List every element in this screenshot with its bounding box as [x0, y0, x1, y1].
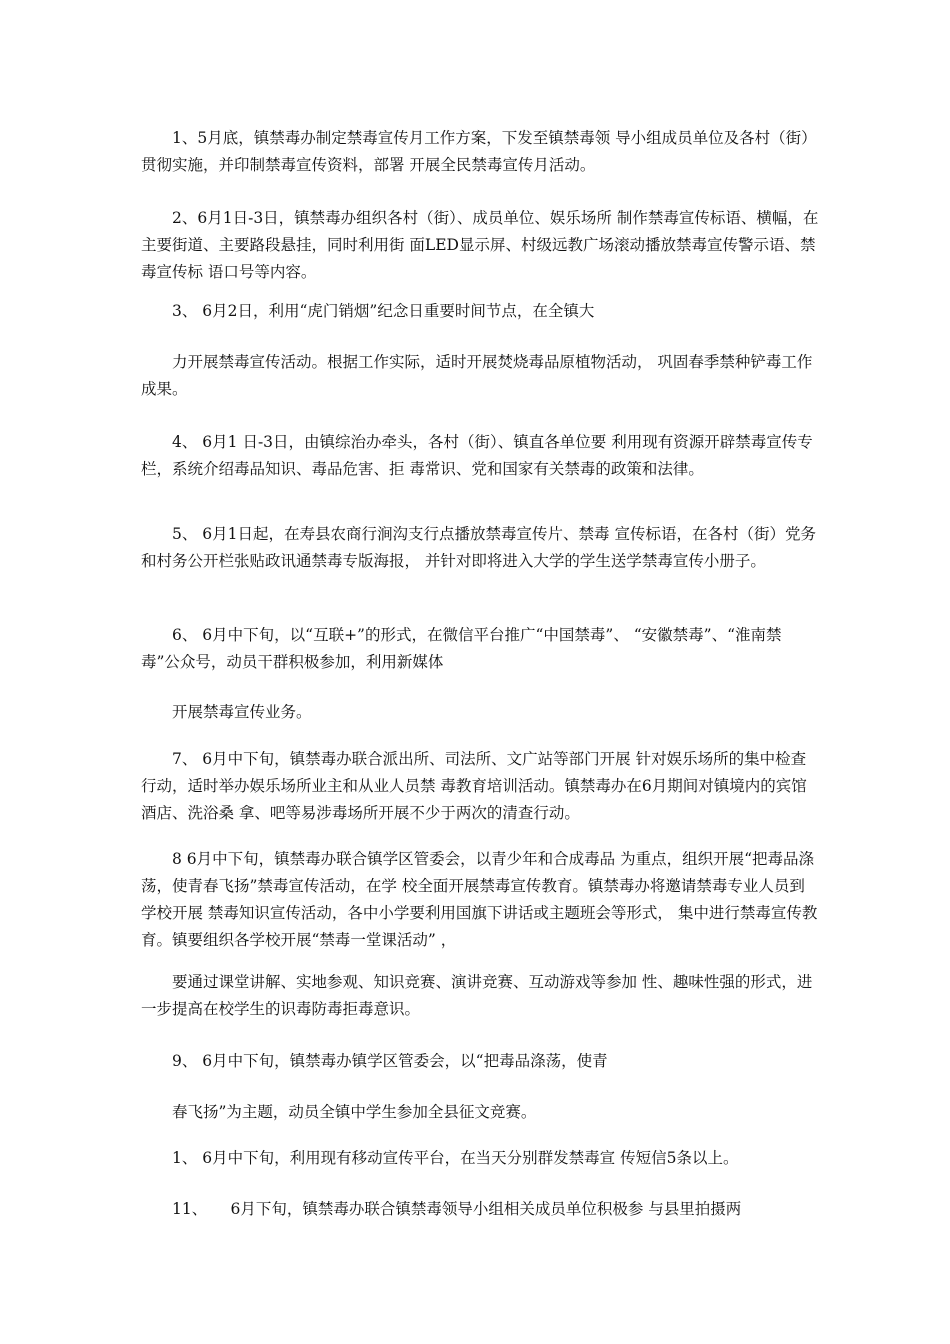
paragraph-6-continued: 开展禁毒宣传业务。 [141, 703, 312, 721]
paragraph-6: 6、 6月中下旬，以“互联+”的形式，在微信平台推广“中国禁毒”、 “安徽禁毒”、“淮南禁毒”公众号，动员干群积极参加，利用新媒体 [141, 626, 782, 671]
paragraph-2: 2、6月1日-3日，镇禁毒办组织各村（街）、成员单位、娱乐场所 制作禁毒宣传标语、横幅，在主要街道、主要路段悬挂，同时利用街 面LED显示屏、村级远教广场滚动播放禁毒宣传警示语、禁毒宣传标 语口号等内容。 [141, 209, 819, 281]
paragraph-4: 4、 6月1 日-3日，由镇综治办牵头，各村（街）、镇直各单位要 利用现有资源开辟禁毒宣传专栏，系统介绍毒品知识、毒品危害、拒 毒常识、党和国家有关禁毒的政策和法律。 [141, 433, 813, 478]
paragraph-9-continued: 春飞扬”为主题，动员全镇中学生参加全县征文竞赛。 [141, 1103, 537, 1121]
paragraph-5: 5、 6月1日起，在寿县农商行涧沟支行点播放禁毒宣传片、禁毒 宣传标语，在各村（街）党务和村务公开栏张贴政讯通禁毒专版海报， 并针对即将进入大学的学生送学禁毒宣传小册子。 [141, 525, 816, 570]
paragraph-3-continued: 力开展禁毒宣传活动。根据工作实际，适时开展焚烧毒品原植物活动， 巩固春季禁种铲毒工作成果。 [141, 353, 813, 398]
paragraph-8-continued: 要通过课堂讲解、实地参观、知识竞赛、演讲竞赛、互动游戏等参加 性、趣味性强的形式，进一步提高在校学生的识毒防毒拒毒意识。 [141, 973, 813, 1018]
paragraph-1: 1、5月底，镇禁毒办制定禁毒宣传月工作方案，下发至镇禁毒领 导小组成员单位及各村（街）贯彻实施，并印制禁毒宣传资料，部署 开展全民禁毒宣传月活动。 [141, 129, 817, 174]
paragraph-9: 9、 6月中下旬，镇禁毒办镇学区管委会，以“把毒品涤荡，使青 [141, 1052, 608, 1070]
paragraph-7: 7、 6月中下旬，镇禁毒办联合派出所、司法所、文广站等部门开展 针对娱乐场所的集中检查行动，适时举办娱乐场所业主和从业人员禁 毒教育培训活动。镇禁毒办在6月期间对镇境内的宾馆酒店、洗浴桑 拿、吧等易涉毒场所开展不少于两次的清查行动。 [141, 750, 807, 822]
paragraph-11: 11、 6月下旬，镇禁毒办联合镇禁毒领导小组相关成员单位积极参 与县里拍摄两 [141, 1200, 742, 1218]
paragraph-3: 3、 6月2日，利用“虎门销烟”纪念日重要时间节点，在全镇大 [141, 302, 595, 320]
paragraph-8: 8 6月中下旬，镇禁毒办联合镇学区管委会，以青少年和合成毒品 为重点，组织开展“把毒品涤荡，使青春飞扬”禁毒宣传活动，在学 校全面开展禁毒宣传教育。镇禁毒办将邀请禁毒专业人员到学校开展 禁毒知识宣传活动，各中小学要利用国旗下讲话或主题班会等形式， 集中进行禁毒宣传教育。镇要组织各学校开展“禁毒一堂课活动” ， [141, 850, 818, 949]
paragraph-10: 1、 6月中下旬，利用现有移动宣传平台，在当天分别群发禁毒宣 传短信5条以上。 [141, 1149, 739, 1167]
